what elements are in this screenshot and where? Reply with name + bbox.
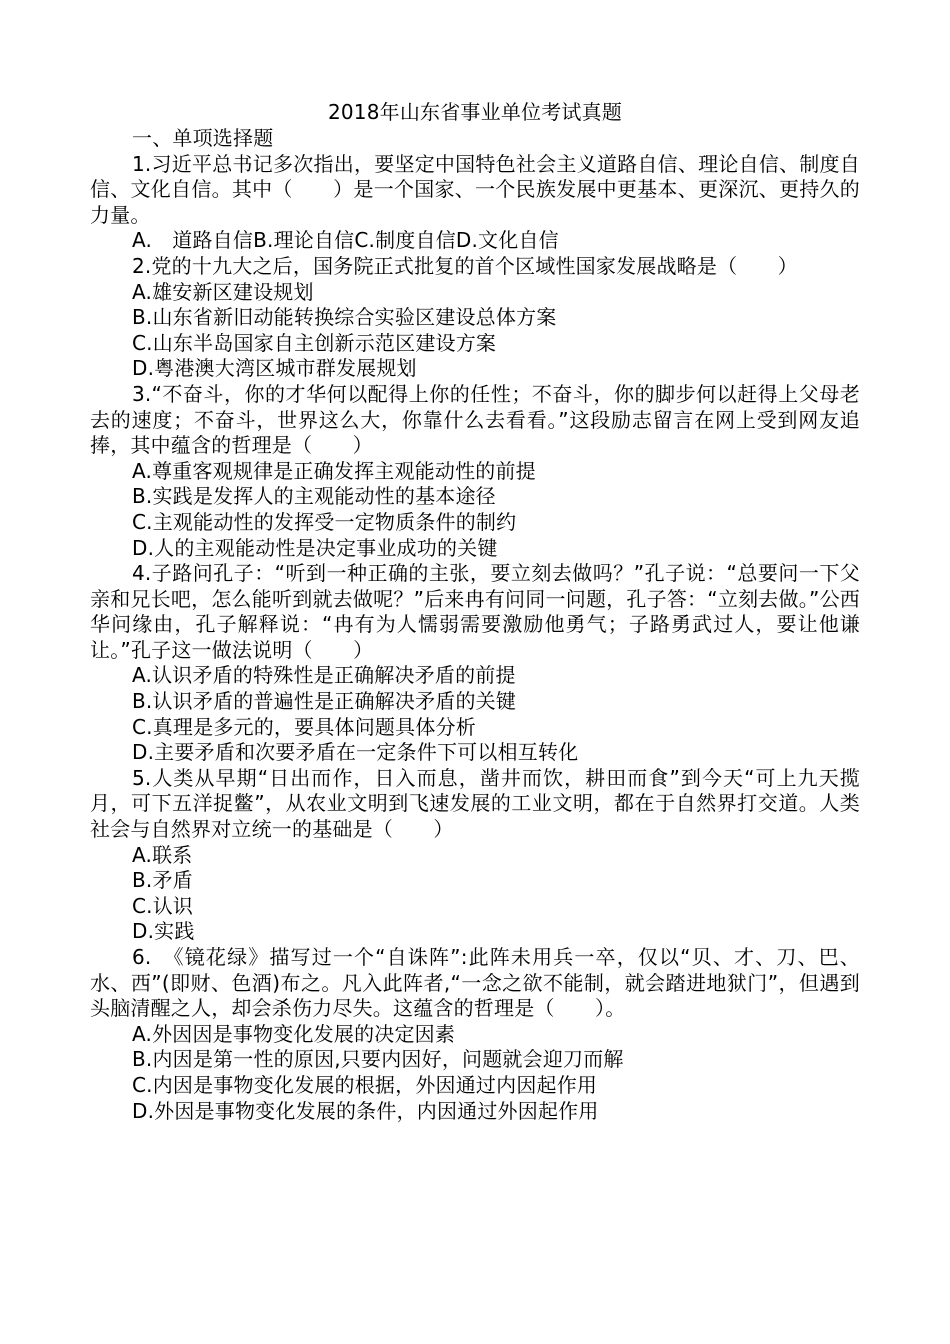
question-option-a: A.雄安新区建设规划	[132, 279, 314, 304]
question-stem: 4.子路问孔子：“听到一种正确的主张，要立刻去做吗？”孔子说：“总要问一下父亲和兄长吧，怎么能听到就去做呢？”后来冉有问同一问题，孔子答：“立刻去做。”公西华问缘由，孔子解释说：“冉有为人懦弱需要激励他勇气；子路勇武过人，要让他谦让。”孔子这一做法说明（ ）	[90, 561, 860, 662]
section-heading: 一、单项选择题	[132, 126, 274, 150]
question-option-c: C.内因是事物变化发展的根据，外因通过内因起作用	[132, 1072, 598, 1097]
question-option-c: C.山东半岛国家自主创新示范区建设方案	[132, 330, 497, 355]
question-option-c: C.认识	[132, 893, 194, 918]
question-6	[90, 945, 860, 1124]
question-4	[90, 561, 860, 766]
question-option-a: A.尊重客观规律是正确发挥主观能动性的前提	[132, 458, 536, 483]
question-option-d: D.人的主观能动性是决定事业成功的关键	[132, 535, 498, 560]
question-stem: 2.党的十九大之后，国务院正式批复的首个区域性国家发展战略是（ ）	[132, 253, 798, 278]
question-option-c: C.真理是多元的，要具体问题具体分析	[132, 714, 476, 739]
question-option-b: B.山东省新旧动能转换综合实验区建设总体方案	[132, 305, 557, 330]
document-title: 2018年山东省事业单位考试真题	[327, 100, 623, 124]
question-option-d: D.外因是事物变化发展的条件，内因通过外因起作用	[132, 1098, 599, 1123]
question-stem: 6. 《镜花绿》描写过一个“自诛阵”:此阵未用兵一卒，仅以“贝、才、刀、巴、水、西”(即财、色酒)布之。凡入此阵者,“一念之欲不能制，就会踏进地狱门”，但遇到头脑清醒之人，却会杀伤力尽失。这蕴含的哲理是（ ）。	[90, 945, 860, 1021]
question-5	[90, 766, 860, 945]
question-stem: 5.人类从早期“日出而作，日入而息，凿井而饮，耕田而食”到今天“可上九天揽月，可下五洋捉鳖”，从农业文明到飞速发展的工业文明，都在于自然界打交道。人类社会与自然界对立统一的基础是（ ）	[90, 765, 860, 842]
question-stem: 3.“不奋斗，你的才华何以配得上你的任性；不奋斗，你的脚步何以赶得上父母老去的速度；不奋斗，世界这么大，你靠什么去看看。”这段励志留言在网上受到网友追捧，其中蕴含的哲理是（ ）	[90, 381, 860, 458]
question-option-a: A.认识矛盾的特殊性是正确解决矛盾的前提	[132, 663, 516, 688]
question-option-a: A.外因因是事物变化发展的决定因素	[132, 1021, 456, 1046]
question-option: A. 道路自信B.理论自信C.制度自信D.文化自信	[132, 228, 559, 253]
question-2	[90, 254, 860, 382]
question-option-d: D.主要矛盾和次要矛盾在一定条件下可以相互转化	[132, 740, 579, 765]
question-option-c: C.主观能动性的发挥受一定物质条件的制约	[132, 509, 517, 534]
question-option-b: B.内因是第一性的原因,只要内因好，问题就会迎刀而解	[132, 1047, 624, 1072]
question-option-a: A.联系	[132, 842, 193, 867]
question-3	[90, 382, 860, 561]
question-option-b: B.矛盾	[132, 868, 193, 893]
question-option-d: D.粤港澳大湾区城市群发展规划	[132, 356, 417, 381]
document-body	[90, 98, 860, 1124]
question-option-b: B.实践是发挥人的主观能动性的基本途径	[132, 484, 496, 509]
question-1	[90, 152, 860, 254]
question-stem: 1.习近平总书记多次指出，要坚定中国特色社会主义道路自信、理论自信、制度自信、文化自信。其中（ ）是一个国家、一个民族发展中更基本、更深沉、更持久的力量。	[90, 151, 860, 227]
question-option-d: D.实践	[132, 919, 195, 944]
question-option-b: B.认识矛盾的普遍性是正确解决矛盾的关键	[132, 689, 517, 714]
